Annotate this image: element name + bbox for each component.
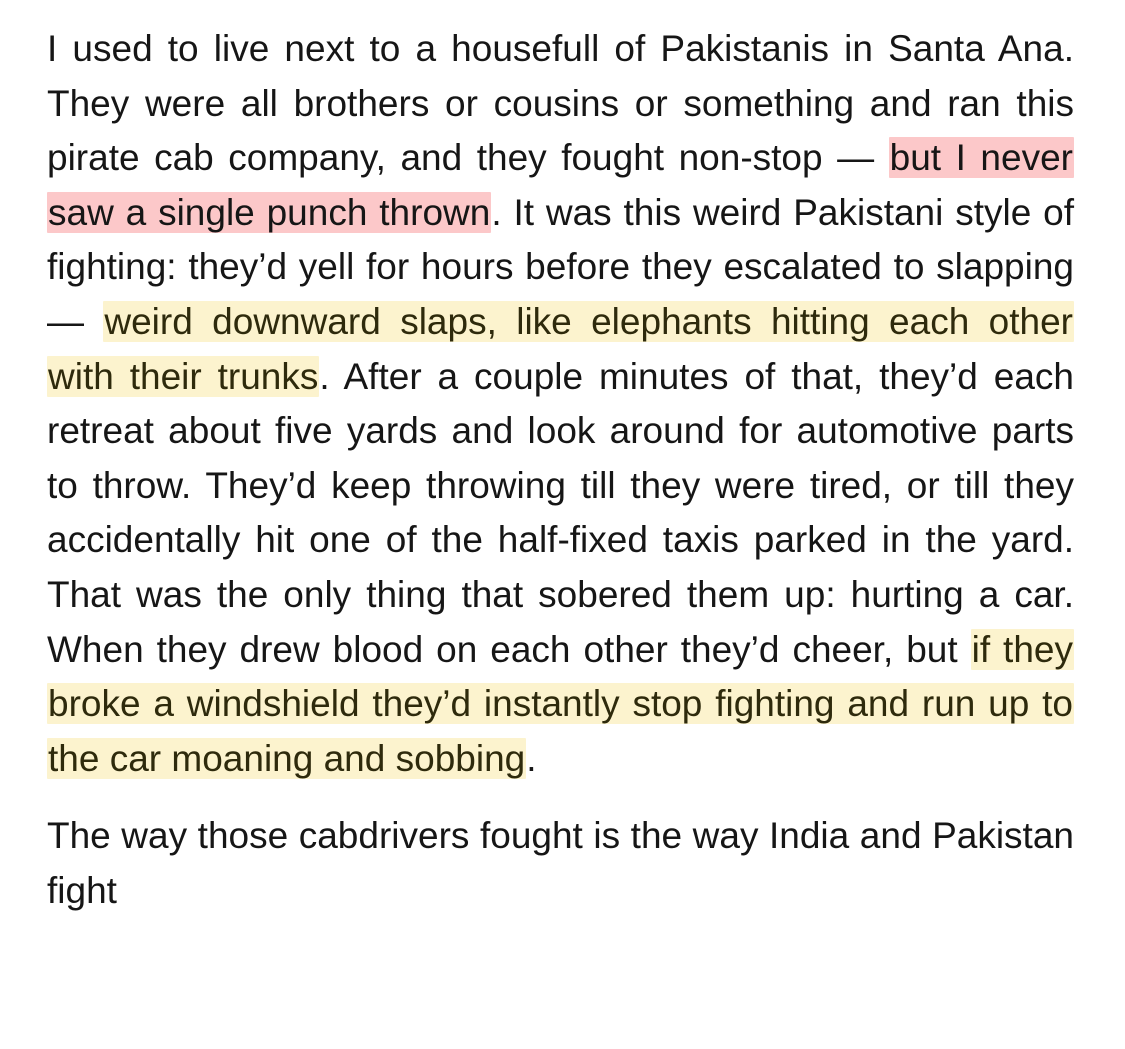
text-segment: I used to live next to a housefull of Pakistanis in Santa Ana. They were all brothers or cousins or something and ran this pirate cab company, and they fought non-stop — (47, 28, 1074, 179)
text-segment: . After a couple minutes of that, they’d each retreat about five yards and look around for automotive parts to throw. They’d keep throwing till they were tired, or till they accidentally hit one of the half-fixed taxis parked in the yard. That was the only thing that sobered them up: hurting a car. When they drew blood on each other they’d cheer, but (47, 355, 1074, 670)
paragraph-1 (47, 22, 1074, 786)
highlight-red[interactable]: but I never saw a single punch thrown (48, 137, 1073, 233)
highlight-yellow[interactable]: weird downward slaps, like elephants hitting each other with their trunks (48, 300, 1073, 397)
text-segment: . It was this weird Pakistani style of fighting: they’d yell for hours before they escalated to slapping — (47, 191, 1074, 342)
article-body (47, 22, 1074, 919)
paragraph-2 (47, 809, 1074, 918)
text-segment: . (526, 737, 537, 779)
text-segment: The way those cabdrivers fought is the way India and Pakistan fight (47, 815, 1074, 911)
highlight-yellow[interactable]: if they broke a windshield they’d instantly stop fighting and run up to the car moaning and sobbing (48, 628, 1073, 779)
